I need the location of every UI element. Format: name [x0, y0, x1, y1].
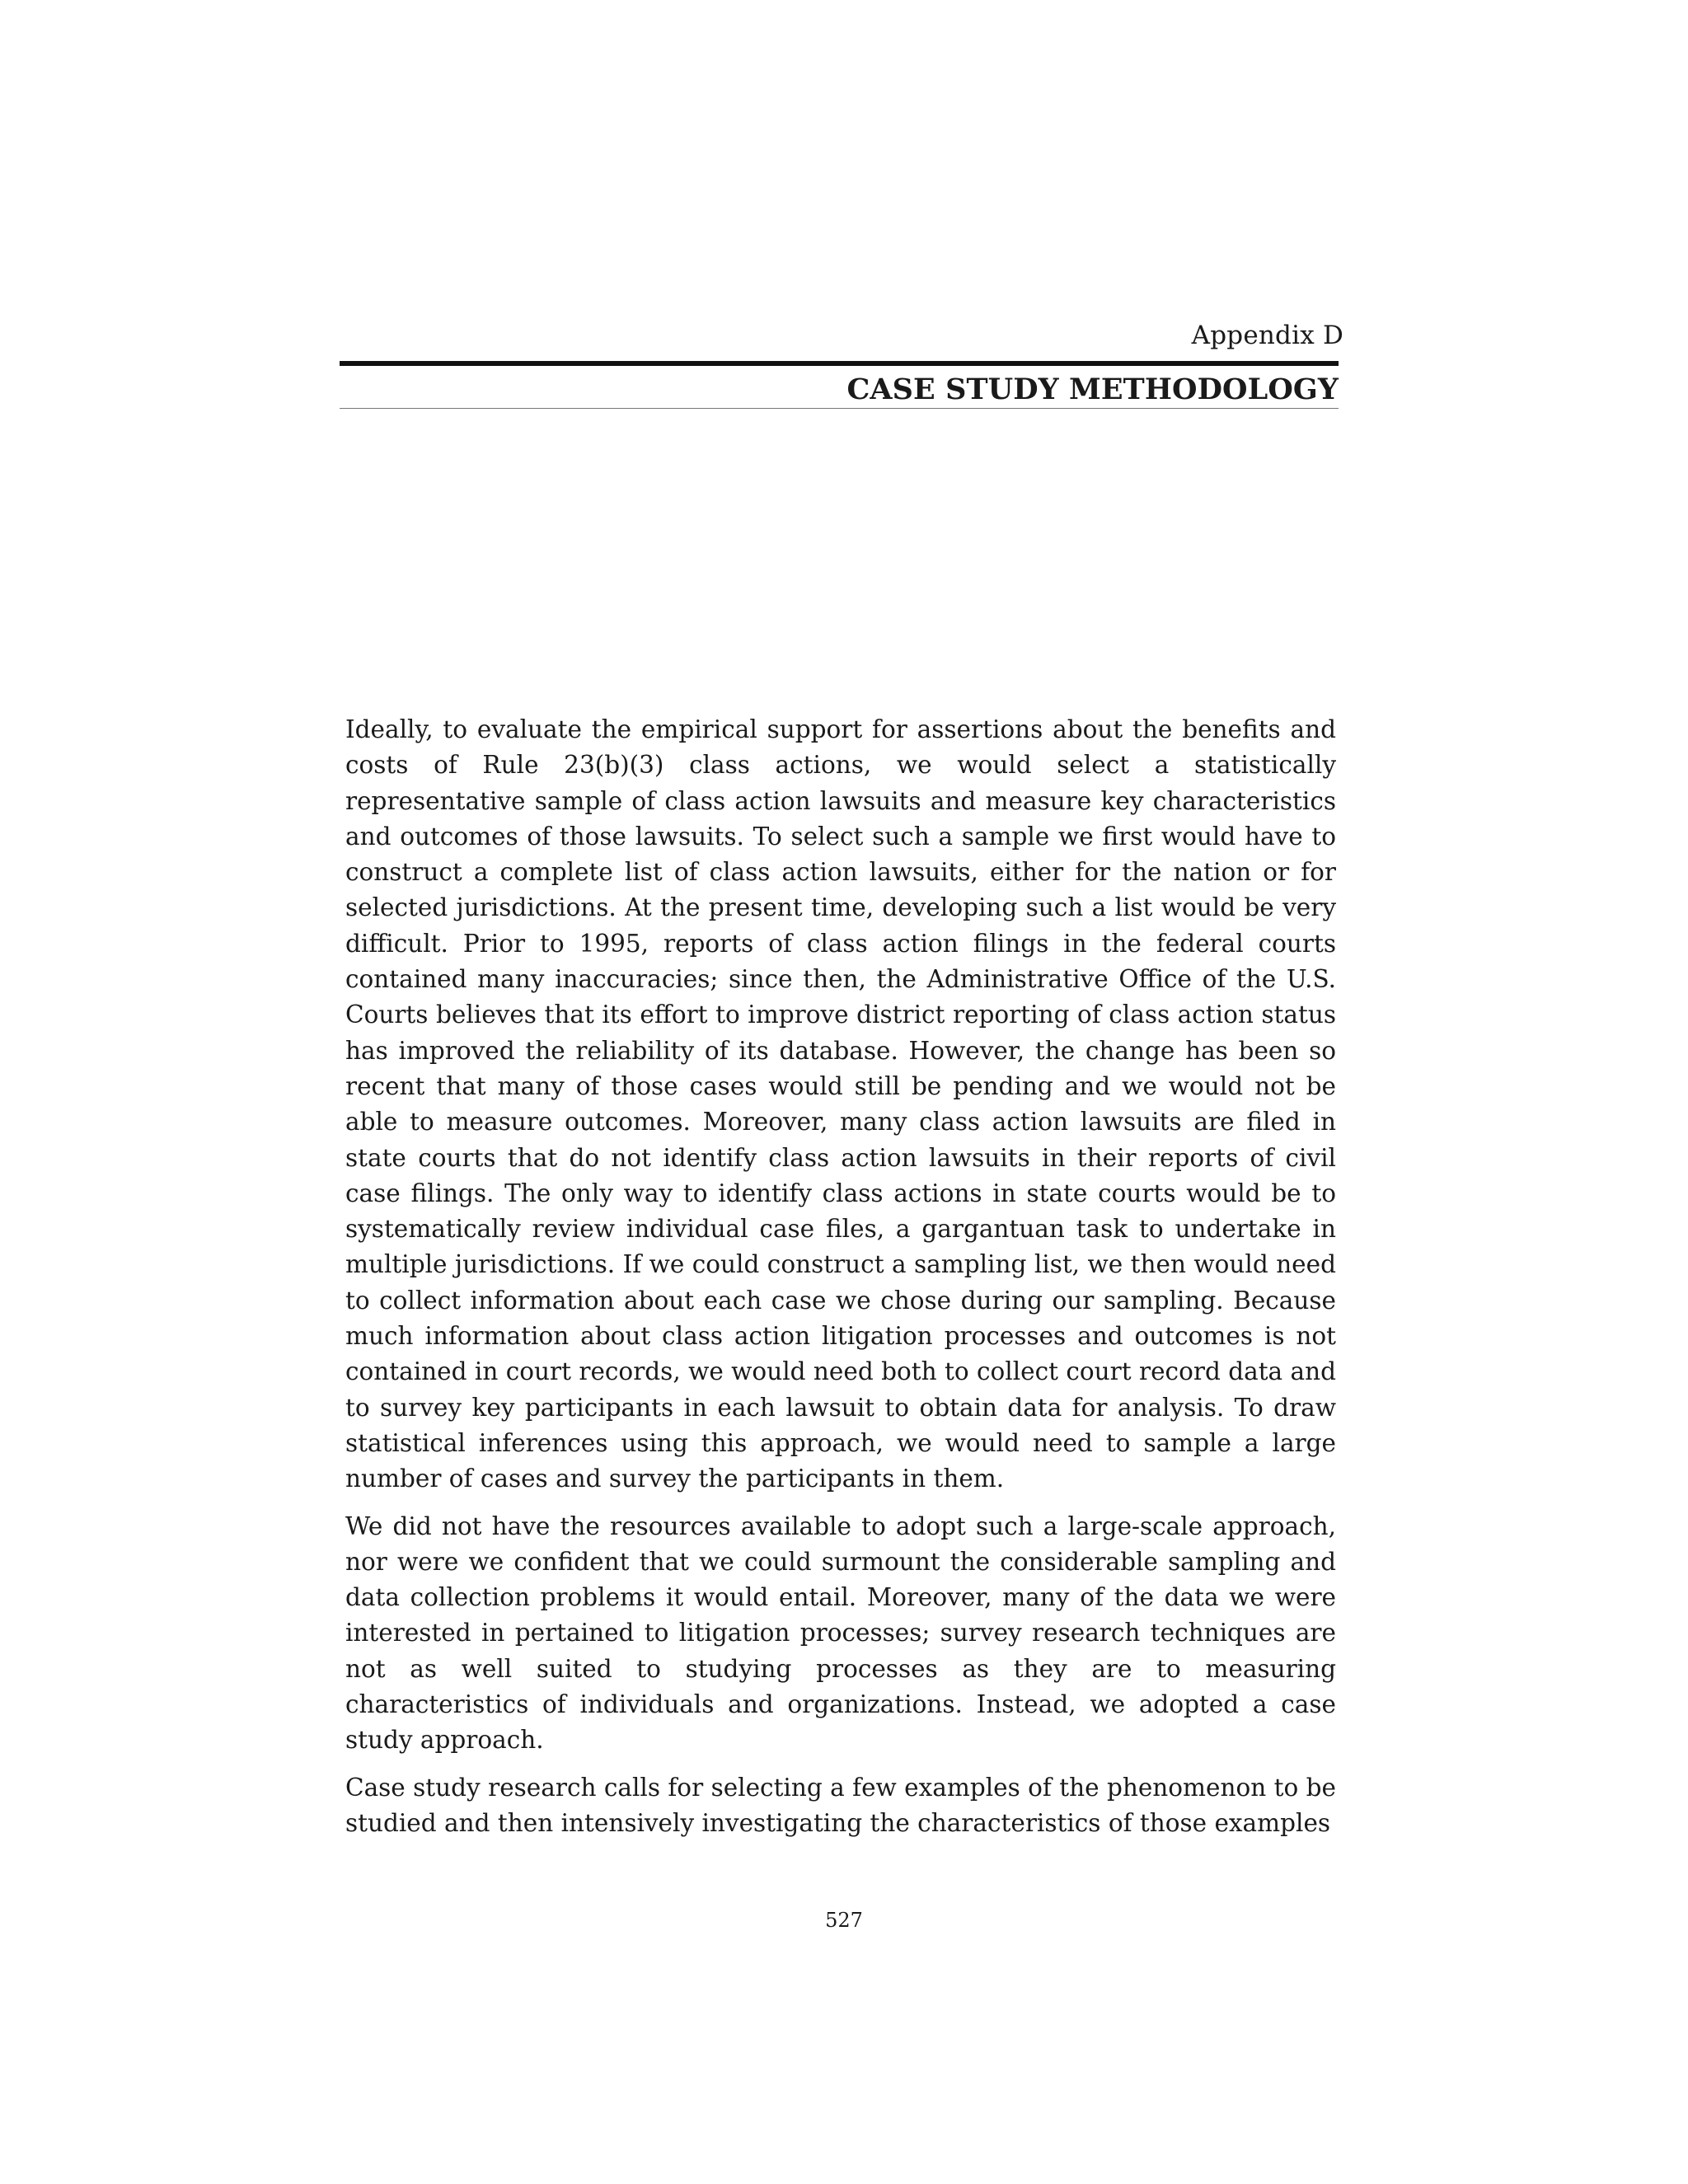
page-number: 527: [825, 1909, 863, 1932]
paragraph-3: Case study research calls for selecting a few examples of the phenomenon to be studied and then intensively investigating the characteristics of those examples: [345, 1773, 1336, 1837]
appendix-label: Appendix D: [1191, 321, 1343, 350]
header-rule-thin: [340, 408, 1339, 409]
header-rule-thick: [340, 361, 1339, 366]
chapter-title: CASE STUDY METHODOLOGY: [846, 373, 1339, 406]
body-text: [345, 712, 1336, 1853]
paragraph-1: Ideally, to evaluate the empirical support for assertions about the benefits and costs of Rule 23(b)(3) class actions, we would select a statistically representative sample of class action lawsuits and measure key characteristics and outcomes of those lawsuits. To select such a sample we first would have to construct a complete list of class action lawsuits, either for the nation or for selected jurisdictions. At the present time, developing such a list would be very difficult. Prior to 1995, reports of class action filings in the federal courts contained many inaccuracies; since then, the Administrative Office of the U.S. Courts believes that its effort to improve district reporting of class action status has improved the reliability of its database. However, the change has been so recent that many of those cases would still be pending and we would not be able to measure outcomes. Moreover, many class action lawsuits are filed in state courts that do not identify class action lawsuits in their reports of civil case filings. The only way to identify class actions in state courts would be to systematically review individual case files, a gargantuan task to undertake in multiple jurisdictions. If we could construct a sampling list, we then would need to collect information about each case we chose during our sampling. Because much information about class action litigation processes and outcomes is not contained in court records, we would need both to collect court record data and to survey key participants in each lawsuit to obtain data for analysis. To draw statistical inferences using this approach, we would need to sample a large number of cases and survey the participants in them.: [345, 715, 1336, 1493]
paragraph-2: We did not have the resources available to adopt such a large-scale approach, nor were we confident that we could surmount the considerable sampling and data collection problems it would entail. Moreover, many of the data we were interested in pertained to litigation processes; survey research techniques are not as well suited to studying processes as they are to measuring characteristics of individuals and organizations. Instead, we adopted a case study approach.: [345, 1511, 1336, 1755]
